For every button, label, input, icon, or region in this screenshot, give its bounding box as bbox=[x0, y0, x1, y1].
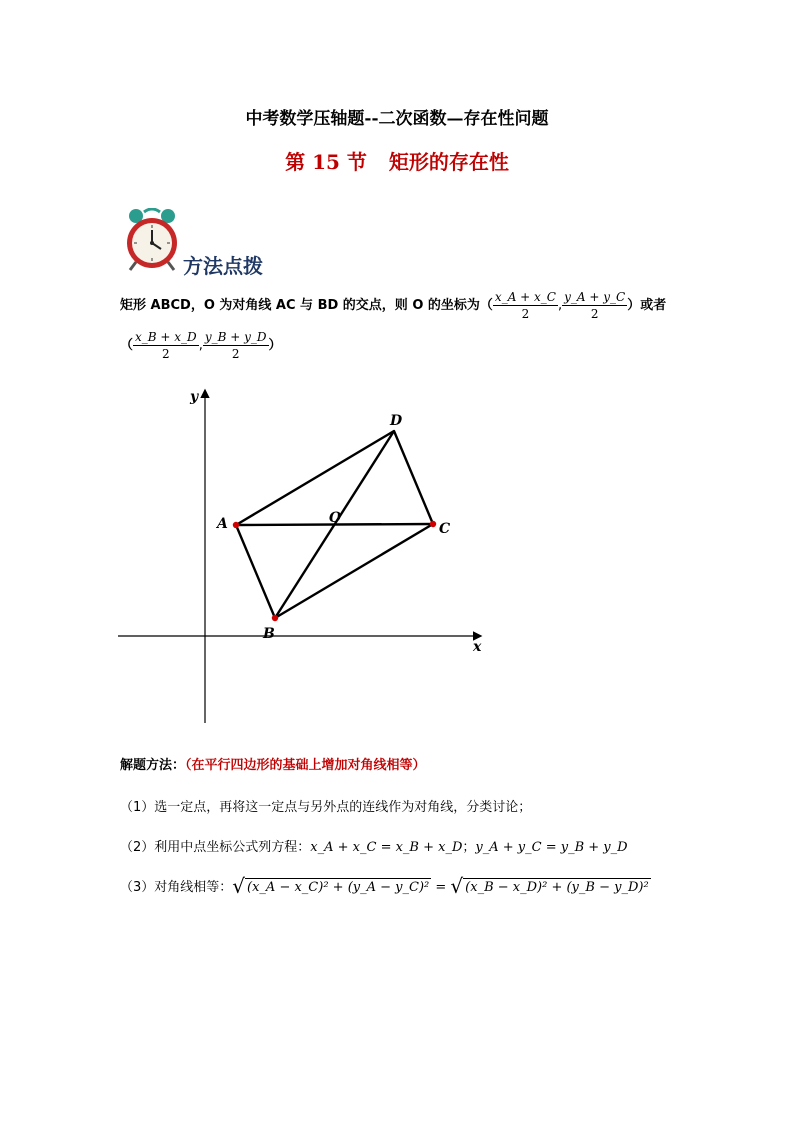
rectangle-figure bbox=[118, 385, 488, 730]
tips-heading: 方法点拨 bbox=[183, 254, 263, 278]
statement-line-1: 矩形 ABCD，O 为对角线 AC 与 BD 的交点，则 O 的坐标为（ $\frac{x\_A + x\_C}{2}$ , $\frac{y\_A + y\_C}{2}$ ）或者 bbox=[120, 290, 667, 321]
sqrt-symbol: √ bbox=[232, 874, 246, 898]
point-a-dot bbox=[233, 522, 239, 528]
step-3 bbox=[120, 874, 651, 898]
point-b-dot bbox=[272, 615, 278, 621]
step-2-equation-y: y_A + y_C = y_B + y_D bbox=[475, 840, 628, 855]
x-axis-label: x bbox=[473, 639, 482, 655]
point-a-label: A bbox=[217, 516, 228, 532]
point-c-label: C bbox=[439, 521, 451, 537]
section-number: 第 15 节 bbox=[285, 150, 367, 174]
fraction-denominator: 2 bbox=[521, 307, 530, 321]
step-3-right-radicand: (x_B − x_D)² + (y_B − y_D)² bbox=[465, 880, 649, 895]
fraction-bd-y bbox=[203, 330, 269, 361]
step-2-label: （2）利用中点坐标公式列方程： bbox=[120, 840, 311, 855]
statement-or: ）或者 bbox=[627, 298, 667, 313]
method-note: （在平行四边形的基础上增加对角线相等） bbox=[185, 758, 426, 773]
fraction-denominator: 2 bbox=[590, 307, 599, 321]
fraction-numerator: x_A + x_C bbox=[494, 290, 556, 304]
statement-line-2: （ $\frac{x\_B + x\_D}{2}$ , $\frac{y\_B + y\_D}{2}$ ） bbox=[120, 330, 282, 361]
point-c-dot bbox=[430, 521, 436, 527]
section-title: 矩形的存在性 bbox=[388, 150, 509, 174]
fraction-denominator: 2 bbox=[231, 347, 240, 361]
fraction-bd-x bbox=[133, 330, 199, 361]
method-line bbox=[120, 754, 426, 773]
step-2 bbox=[120, 836, 628, 855]
method-label: 解题方法： bbox=[120, 758, 186, 773]
y-axis-label: y bbox=[190, 389, 199, 405]
step-1: （1）选一定点，再将这一定点与另外点的连线作为对角线，分类讨论； bbox=[120, 800, 532, 815]
step-3-equals: = bbox=[435, 880, 447, 895]
fraction-numerator: y_A + y_C bbox=[564, 290, 626, 304]
step-3-left-radicand: (x_A − x_C)² + (y_A − y_C)² bbox=[247, 880, 430, 895]
fraction-numerator: x_B + x_D bbox=[135, 330, 197, 344]
fraction-denominator: 2 bbox=[162, 347, 170, 361]
sqrt-symbol: √ bbox=[450, 874, 464, 898]
fraction-ac-x bbox=[493, 290, 558, 321]
step-2-equation-x: x_A + x_C = x_B + x_D bbox=[310, 840, 463, 855]
close-paren: ） bbox=[268, 338, 282, 353]
point-b-label: B bbox=[263, 626, 275, 642]
statement-text: 矩形 ABCD，O 为对角线 AC 与 BD 的交点，则 O 的坐标为（ bbox=[120, 298, 493, 313]
open-paren: （ bbox=[120, 338, 134, 353]
step-2-separator: ； bbox=[462, 840, 476, 855]
section-heading bbox=[0, 146, 794, 175]
fraction-ac-y bbox=[562, 290, 627, 321]
document-title: 中考数学压轴题--二次函数—存在性问题 bbox=[245, 109, 549, 129]
point-d-label: D bbox=[390, 413, 403, 429]
fraction-numerator: y_B + y_D bbox=[204, 330, 267, 344]
step-3-label: （3）对角线相等： bbox=[120, 880, 233, 895]
point-o-label: O bbox=[329, 510, 342, 526]
alarm-clock-icon bbox=[122, 208, 182, 272]
